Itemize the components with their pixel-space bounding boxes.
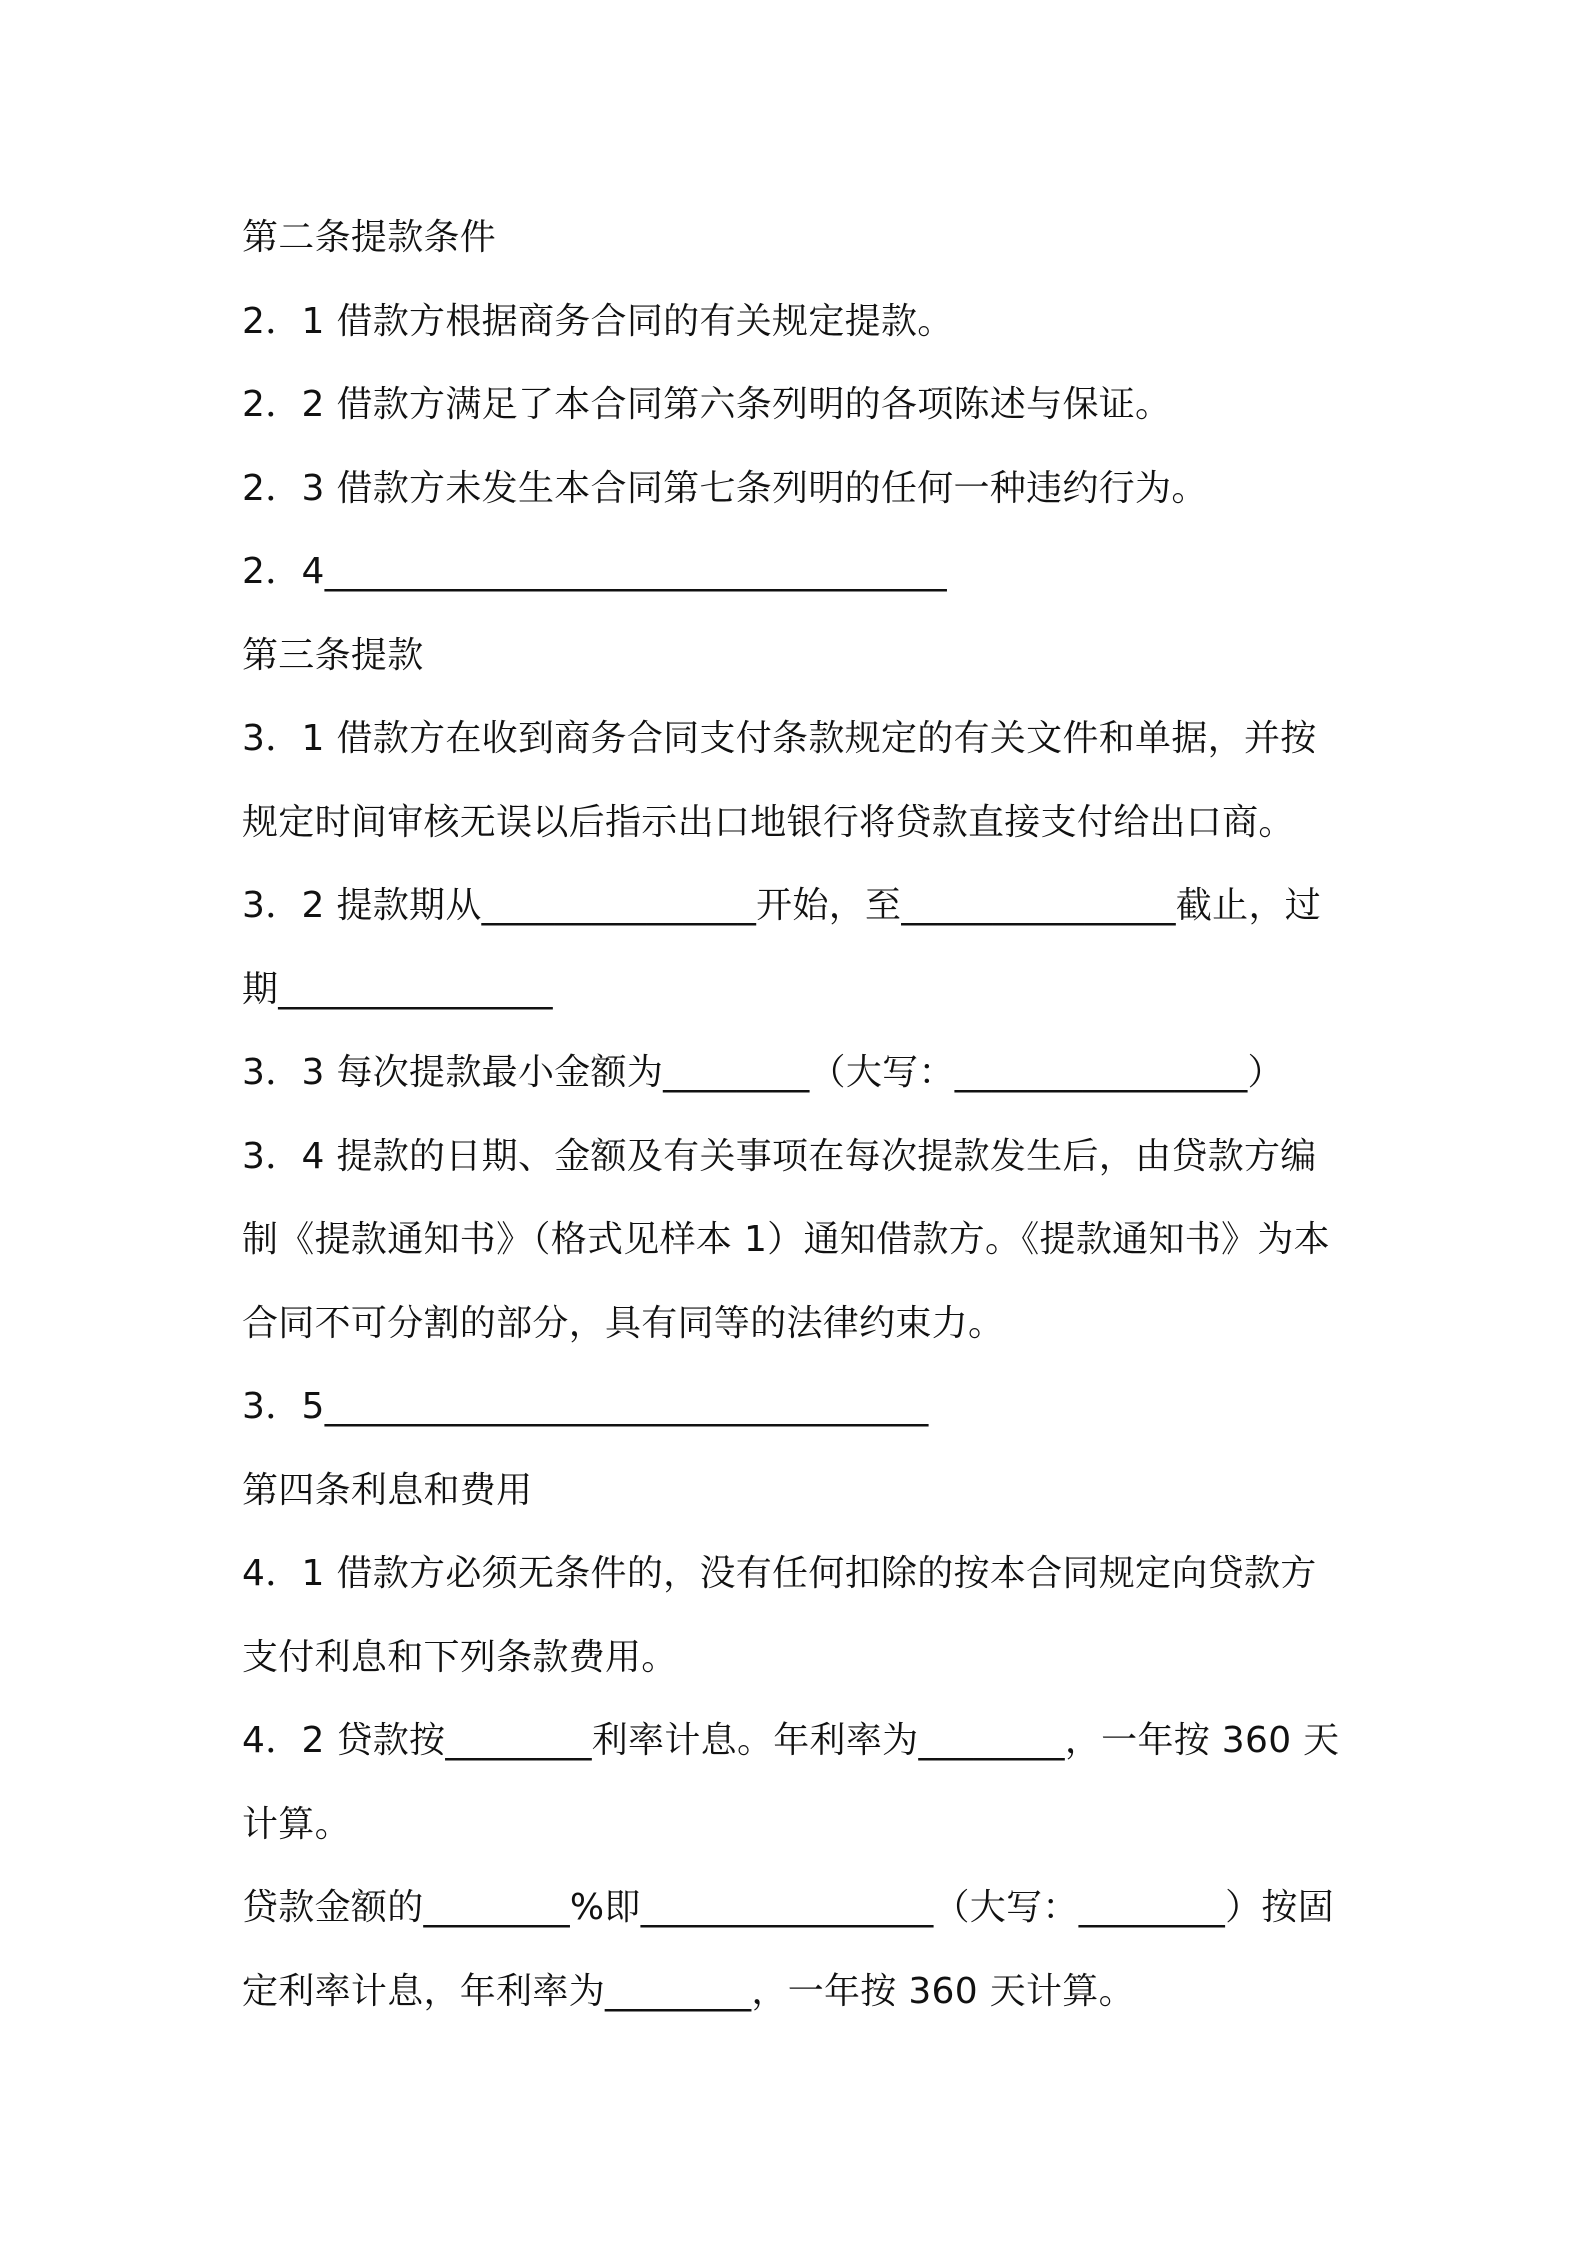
loan-amount-line-1: 贷款金额的________%即________________（大写：________）按固 — [242, 1887, 1335, 1928]
clause-3-4-line-3: 合同不可分割的部分，具有同等的法律约束力。 — [242, 1302, 1005, 1344]
clause-4-1-line-1: 4．1 借款方必须无条件的，没有任何扣除的按本合同规定向贷款方 — [242, 1553, 1317, 1594]
clause-3-1-line-1: 3．1 借款方在收到商务合同支付条款规定的有关文件和单据，并按 — [242, 718, 1317, 759]
clause-3-2-line-2: 期_______________ — [242, 968, 553, 1010]
article-3-heading: 第三条提款 — [242, 634, 424, 676]
document-body — [242, 196, 1362, 2033]
clause-4-2-line-2: 计算。 — [242, 1803, 351, 1845]
clause-3-5: 3．5_________________________________ — [242, 1386, 929, 1427]
clause-2-1: 2．1 借款方根据商务合同的有关规定提款。 — [242, 300, 954, 342]
clause-3-1-line-2: 规定时间审核无误以后指示出口地银行将贷款直接支付给出口商。 — [242, 801, 1295, 843]
clause-4-1-line-2: 支付利息和下列条款费用。 — [242, 1636, 678, 1678]
loan-amount-line-2: 定利率计息，年利率为________，一年按 360 天计算。 — [242, 1970, 1135, 2012]
clause-4-2-line-1: 4．2 贷款按________利率计息。年利率为________，一年按 360 天 — [242, 1720, 1340, 1761]
article-4-heading: 第四条利息和费用 — [242, 1469, 533, 1511]
article-2-heading: 第二条提款条件 — [242, 217, 497, 258]
clause-2-2: 2．2 借款方满足了本合同第六条列明的各项陈述与保证。 — [242, 384, 1172, 425]
clause-3-4-line-2: 制《提款通知书》（格式见样本 1）通知借款方。《提款通知书》为本 — [242, 1219, 1330, 1260]
clause-3-2-line-1: 3．2 提款期从_______________开始，至_______________截止，过 — [242, 885, 1322, 926]
clause-3-3: 3．3 每次提款最小金额为________（大写：________________） — [242, 1052, 1284, 1093]
clause-3-4-line-1: 3．4 提款的日期、金额及有关事项在每次提款发生后，由贷款方编 — [242, 1135, 1317, 1177]
clause-2-3: 2．3 借款方未发生本合同第七条列明的任何一种违约行为。 — [242, 467, 1208, 509]
clause-2-4: 2．4__________________________________ — [242, 551, 947, 592]
